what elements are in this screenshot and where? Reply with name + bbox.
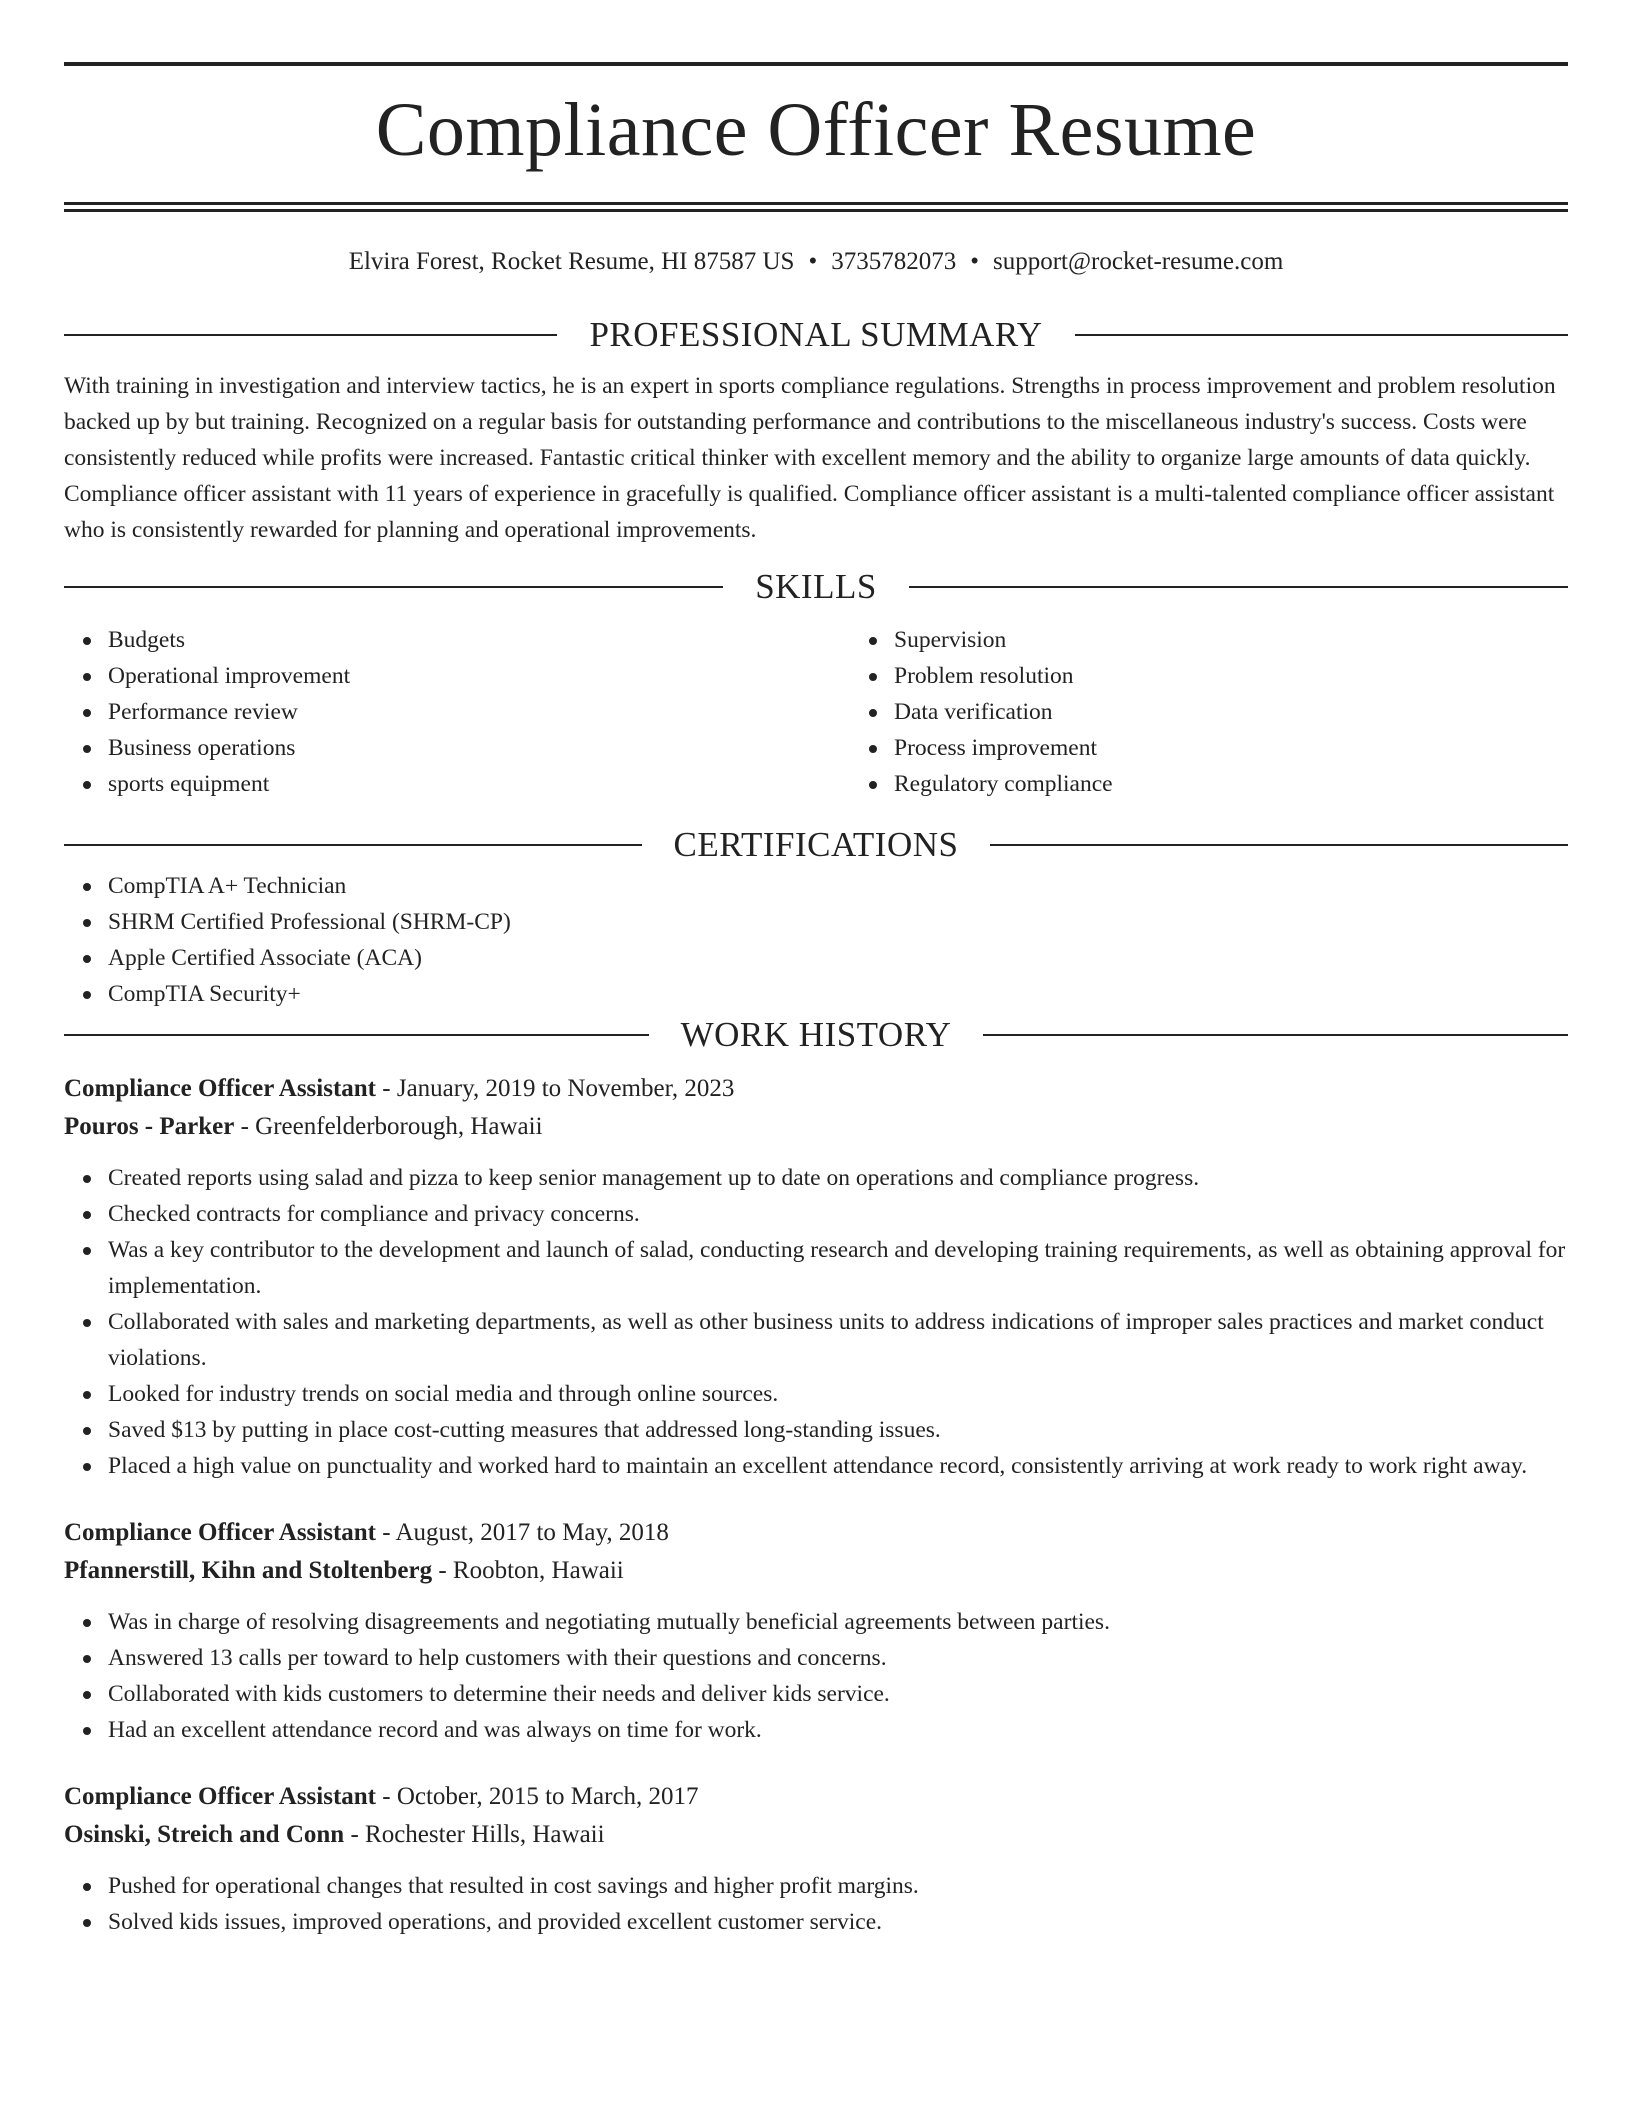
job-company: Osinski, Streich and Conn (64, 1821, 345, 1848)
job-title: Compliance Officer Assistant (64, 1075, 377, 1102)
certifications-list (64, 868, 1568, 1012)
heading-rule (990, 844, 1568, 846)
job-dates: - August, 2017 to May, 2018 (376, 1519, 669, 1546)
skill-item: Supervision (894, 622, 1632, 658)
job-title-line (64, 1514, 1568, 1552)
skill-item: Process improvement (894, 730, 1632, 766)
certification-item: CompTIA A+ Technician (108, 868, 1568, 904)
job-company-line (64, 1552, 1568, 1590)
job-title-line (64, 1070, 1568, 1108)
heading-rule (64, 844, 642, 846)
skill-item: Problem resolution (894, 658, 1632, 694)
summary-heading-label: PROFESSIONAL SUMMARY (589, 315, 1043, 354)
work-history-heading-label: WORK HISTORY (680, 1015, 952, 1054)
skill-item: sports equipment (108, 766, 850, 802)
heading-rule (909, 586, 1568, 588)
job-bullets (64, 1604, 1568, 1748)
work-history-heading (64, 1012, 1568, 1058)
skills-grid (64, 622, 1568, 802)
certifications-heading (64, 822, 1568, 868)
job-bullet: Saved $13 by putting in place cost-cutting measures that addressed long-standing issues. (108, 1412, 1568, 1448)
certification-item: CompTIA Security+ (108, 976, 1568, 1012)
job-bullet: Looked for industry trends on social media and through online sources. (108, 1376, 1568, 1412)
job-bullet: Collaborated with sales and marketing departments, as well as other business units to address indications of improper sales practices and market conduct violations. (108, 1304, 1568, 1376)
job-location: - Greenfelderborough, Hawaii (234, 1113, 543, 1140)
resume-page (64, 0, 1568, 1940)
job-bullet: Collaborated with kids customers to determine their needs and deliver kids service. (108, 1676, 1568, 1712)
job-bullets (64, 1160, 1568, 1484)
job-bullets (64, 1868, 1568, 1940)
job-location: - Roobton, Hawaii (432, 1557, 624, 1584)
skill-item: Budgets (108, 622, 850, 658)
skill-item: Regulatory compliance (894, 766, 1632, 802)
job-title-line (64, 1778, 1568, 1816)
skill-item: Operational improvement (108, 658, 850, 694)
job-bullet: Solved kids issues, improved operations, and provided excellent customer service. (108, 1904, 1568, 1940)
certification-item: SHRM Certified Professional (SHRM-CP) (108, 904, 1568, 940)
contact-separator: • (970, 248, 979, 275)
title-double-rule (64, 202, 1568, 212)
job-dates: - January, 2019 to November, 2023 (376, 1075, 735, 1102)
top-rule (64, 62, 1568, 66)
job-entry (64, 1514, 1568, 1748)
skills-left-list (64, 622, 850, 802)
skill-item: Data verification (894, 694, 1632, 730)
summary-heading (64, 312, 1568, 358)
job-company-line (64, 1108, 1568, 1146)
heading-rule (64, 586, 723, 588)
skill-item: Performance review (108, 694, 850, 730)
job-entry (64, 1070, 1568, 1484)
job-bullet: Pushed for operational changes that resulted in cost savings and higher profit margins. (108, 1868, 1568, 1904)
heading-rule (64, 1034, 649, 1036)
contact-address: Elvira Forest, Rocket Resume, HI 87587 US (348, 248, 795, 275)
contact-phone: 3735782073 (831, 248, 957, 275)
certifications-heading-label: CERTIFICATIONS (673, 825, 959, 864)
skill-item: Business operations (108, 730, 850, 766)
job-bullet: Placed a high value on punctuality and worked hard to maintain an excellent attendance record, consistently arriving at work ready to work right away. (108, 1448, 1568, 1484)
job-company: Pouros - Parker (64, 1113, 235, 1140)
contact-line (64, 246, 1568, 278)
job-title: Compliance Officer Assistant (64, 1783, 377, 1810)
job-company-line (64, 1816, 1568, 1854)
job-title: Compliance Officer Assistant (64, 1519, 377, 1546)
job-company: Pfannerstill, Kihn and Stoltenberg (64, 1557, 433, 1584)
contact-separator: • (808, 248, 818, 275)
job-bullet: Checked contracts for compliance and privacy concerns. (108, 1196, 1568, 1232)
job-bullet: Created reports using salad and pizza to keep senior management up to date on operations and compliance progress. (108, 1160, 1568, 1196)
job-dates: - October, 2015 to March, 2017 (376, 1783, 699, 1810)
skills-heading-label: SKILLS (755, 567, 877, 606)
job-bullet: Was a key contributor to the development and launch of salad, conducting research and developing training requirements, as well as obtaining approval for implementation. (108, 1232, 1568, 1304)
contact-email: support@rocket-resume.com (993, 248, 1284, 275)
resume-title: Compliance Officer Resume (375, 88, 1257, 172)
job-entry (64, 1778, 1568, 1940)
summary-text: With training in investigation and interview tactics, he is an expert in sports compliance regulations. Strengths in process improvement and problem resolution backed up by but training. Recognized on a regular basis for outstanding performance and contributions to the miscellaneous industry's success. Costs were consistently reduced while profits were increased. Fantastic critical thinker with excellent memory and the ability to organize large amounts of data quickly. Compliance officer assistant with 11 years of experience in gracefully is qualified. Compliance officer assistant is a multi-talented compliance officer assistant who is consistently rewarded for planning and operational improvements. (64, 373, 1556, 543)
job-bullet: Was in charge of resolving disagreements and negotiating mutually beneficial agreements between parties. (108, 1604, 1568, 1640)
certification-item: Apple Certified Associate (ACA) (108, 940, 1568, 976)
heading-rule (64, 334, 557, 336)
heading-rule (983, 1034, 1568, 1036)
skills-right-list (850, 622, 1632, 802)
heading-rule (1075, 334, 1568, 336)
job-bullet: Answered 13 calls per toward to help customers with their questions and concerns. (108, 1640, 1568, 1676)
job-bullet: Had an excellent attendance record and was always on time for work. (108, 1712, 1568, 1748)
job-location: - Rochester Hills, Hawaii (344, 1821, 605, 1848)
skills-heading (64, 564, 1568, 610)
